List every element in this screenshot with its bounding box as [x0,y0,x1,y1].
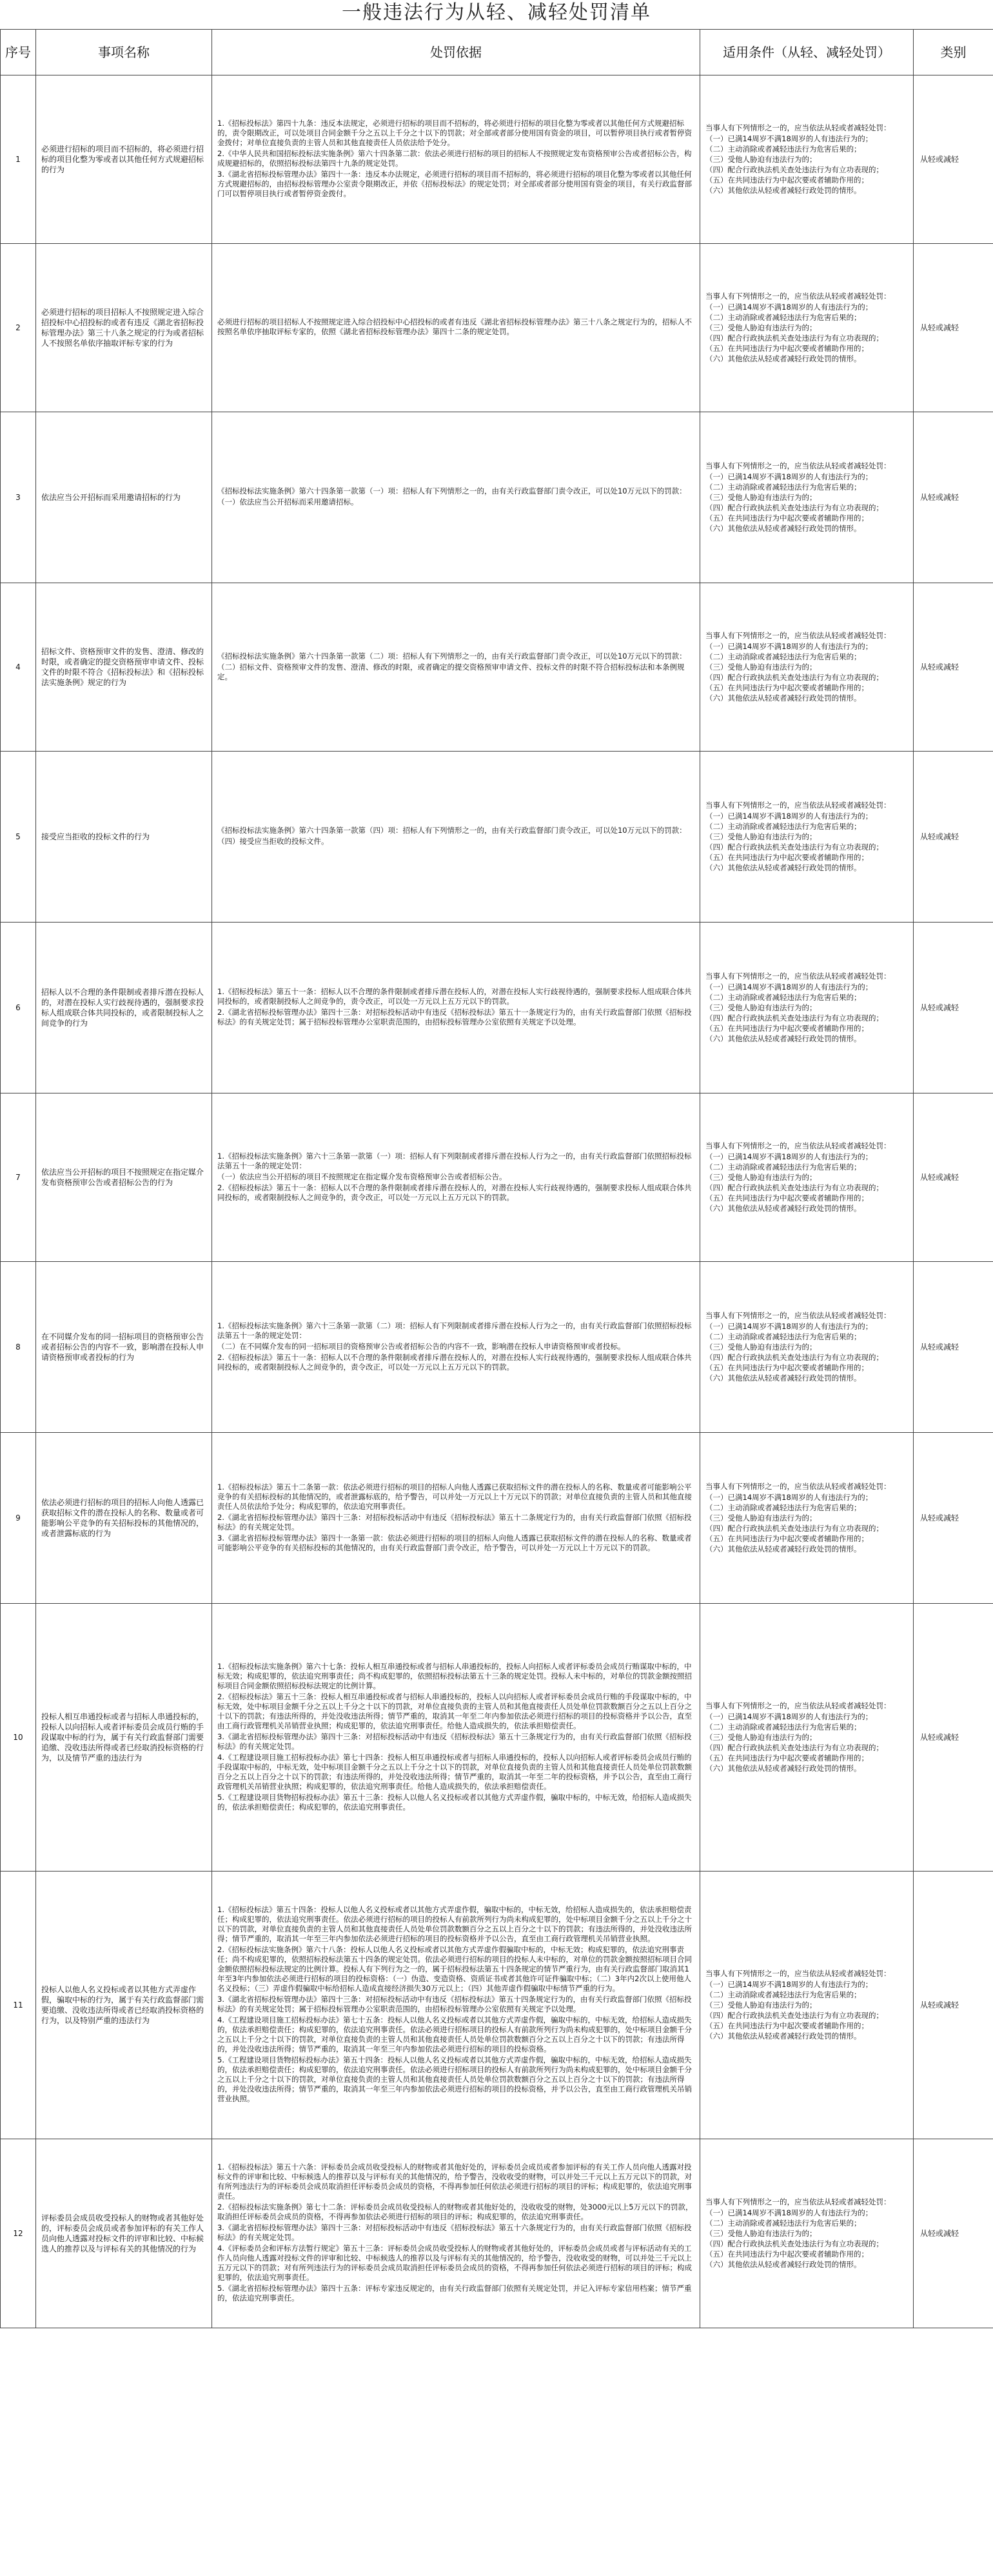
applicable-conditions [700,2139,914,2328]
basis-paragraph: 1.《招标投标法》第五十一条：招标人以不合理的条件限制或者排斥潜在投标人的，对潜在投标人实行歧视待遇的，强制要求投标人组成联合体共同投标的，或者限制投标人之间竞争的，责令改正，可以处一万元以上五万元以下的罚款。 [217,987,692,1006]
condition-item: （三）受他人胁迫有违法行为的； [705,492,817,502]
condition-item: （四）配合行政执法机关查处违法行为有立功表现的； [705,842,883,852]
applicable-conditions [700,412,914,583]
item-name: 投标人以他人名义投标或者以其他方式弄虚作假，骗取中标的行为，属于有关行政监督部门需要追缴、没收违法所得或者已经取消投标资格的行为，以及特别严重的违法行为 [36,1872,212,2139]
condition-item: （三）受他人胁迫有违法行为的； [705,662,817,672]
basis-paragraph: 3.《湖北省招标投标管理办法》第四十三条：对招标投标活动中有违反《招标投标法》第五十三条规定行为的，由有关行政监督部门依照《招标投标法》的有关规定处罚。 [217,1732,692,1751]
basis-paragraph: 必须进行招标的项目招标人不按照规定进入综合招投标中心招投标的或者有违反《湖北省招标投标管理办法》第三十八条之规定行为的，招标人不按照名单依序抽取评标专家的，依照《湖北省招标投标管理办法》第四十二条的规定处罚。 [217,317,692,336]
row-number: 3 [1,412,36,583]
condition-item: （六）其他依法从轻或者减轻行政处罚的情形。 [705,185,861,195]
table-row [1,752,993,923]
condition-item: （一）已满14周岁不满18周岁的人有违法行为的； [705,1492,873,1502]
category: 从轻或减轻 [914,923,993,1093]
category: 从轻或减轻 [914,412,993,583]
condition-item: （六）其他依法从轻或者减轻行政处罚的情形。 [705,863,861,872]
item-name: 依法应当公开招标的项目不按照规定在指定媒介发布资格预审公告或者招标公告的行为 [36,1093,212,1262]
condition-item: （五）在共同违法行为中起次要或者辅助作用的； [705,343,869,353]
basis-paragraph: （一）依法应当公开招标而采用邀请招标。 [217,497,359,506]
condition-item: （一）已满14周岁不满18周岁的人有违法行为的； [705,1321,873,1331]
condition-item: （四）配合行政执法机关查处违法行为有立功表现的； [705,1523,883,1533]
penalty-basis [212,583,700,752]
condition-item: （五）在共同违法行为中起次要或者辅助作用的； [705,175,869,185]
condition-item: （二）主动消除或者减轻违法行为危害后果的； [705,1503,861,1512]
applicable-conditions [700,583,914,752]
item-name: 依法应当公开招标而采用邀请招标的行为 [36,412,212,583]
condition-item: （二）主动消除或者减轻违法行为危害后果的； [705,1162,861,1172]
condition-item: （五）在共同违法行为中起次要或者辅助作用的； [705,683,869,692]
condition-item: （三）受他人胁迫有违法行为的； [705,832,817,841]
condition-item: （一）已满14周岁不满18周岁的人有违法行为的； [705,1712,873,1721]
penalty-basis [212,1262,700,1433]
applicable-conditions [700,1872,914,2139]
basis-paragraph: 2.《招标投标法实施条例》第七十二条：评标委员会成员收受投标人的财物或者其他好处的，没收收受的财物，处3000元以上5万元以下的罚款，取消担任评标委员会成员的资格，不得再参加依法必须进行招标的项目的评标；构成犯罪的，依法追究刑事责任。 [217,2202,693,2221]
condition-item: （四）配合行政执法机关查处违法行为有立功表现的； [705,2239,883,2248]
condition-item: （六）其他依法从轻或者减轻行政处罚的情形。 [705,2259,861,2269]
condition-item: （一）已满14周岁不满18周岁的人有违法行为的； [705,811,873,821]
condition-item: （一）已满14周岁不满18周岁的人有违法行为的； [705,134,873,143]
category: 从轻或减轻 [914,1604,993,1872]
row-number: 11 [1,1872,36,2139]
penalty-basis [212,1872,700,2139]
basis-paragraph: 3.《湖北省招标投标管理办法》第四十一条：违反本办法规定，必须进行招标的项目而不招标的，将必须进行招标的项目化整为零或者以其他任何方式规避招标的，由招标投标管理办公室责令限期改正，并依《招标投标法》的规定处罚；对全部或者部分使用国有资金的项目，有关行政监督部门可以暂停项目执行或者暂停资金拨付。 [217,170,692,198]
basis-paragraph: 《招标投标法实施条例》第六十四条第一款第（四）项：招标人有下列情形之一的，由有关行政监督部门责令改正，可以处10万元以下的罚款： [217,826,687,835]
basis-paragraph: 5.《工程建设项目货物招标投标办法》第五十四条：投标人以他人名义投标或者以其他方式弄虚作假，骗取中标的，中标无效，给招标人造成损失的，依法承担赔偿责任；构成犯罪的，依法追究刑事责任。依法必须进行招标项目的投标人有前款所列行为尚未构成犯罪的，处中标项目金额千分之五以上千分之十以下的罚款，对单位直接负责的主管人员和其他直接责任人员处单位罚款数额百分之五以上百分之十以下的罚款；有违法所得的，并处没收违法所得；情节严重的，取消其一年至三年内参加依法必须进行招标的项目的投标资格，并予以公告，直至由工商行政管理机关吊销营业执照。 [217,2055,692,2103]
item-name: 必须进行招标的项目而不招标的，将必须进行招标的项目化整为零或者以其他任何方式规避招标的行为 [36,75,212,244]
category: 从轻或减轻 [914,244,993,412]
condition-item: （三）受他人胁迫有违法行为的； [705,2228,817,2238]
condition-item: （四）配合行政执法机关查处违法行为有立功表现的； [705,503,883,512]
condition-intro: 当事人有下列情形之一的，应当依法从轻或者减轻处罚： [705,1481,891,1491]
table-row [1,2139,993,2328]
basis-paragraph: 5.《湖北省招标投标管理办法》第四十五条：评标专家违反规定的，由有关行政监督部门依照有关规定处罚，并记入评标专家信用档案；情节严重的，依法追究刑事责任。 [217,2284,692,2302]
condition-item: （四）配合行政执法机关查处违法行为有立功表现的； [705,1183,883,1192]
condition-item: （五）在共同违法行为中起次要或者辅助作用的； [705,852,869,862]
row-number: 2 [1,244,36,412]
category: 从轻或减轻 [914,1872,993,2139]
basis-paragraph: 1.《招标投标法》第四十九条：违反本法规定，必须进行招标的项目而不招标的，将必须进行招标的项目化整为零或者以其他任何方式规避招标的，责令限期改正，可以处项目合同金额千分之五以上千分之十以下的罚款；对全部或者部分使用国有资金的项目，可以暂停项目执行或者暂停资金拨付；对单位直接负责的主管人员和其他直接责任人员依法给予处分。 [217,119,692,147]
item-name: 投标人相互串通投标或者与招标人串通投标的，投标人以向招标人或者评标委员会成员行贿的手段谋取中标的行为，属于有关行政监督部门需要追缴、没收违法所得或者已经取消投标资格的行为，以及情节严重的违法行为 [36,1604,212,1872]
basis-paragraph: （一）依法应当公开招标的项目不按照规定在指定媒介发布资格预审公告或者招标公告。 [217,1172,507,1181]
basis-paragraph: 1.《招标投标法》第五十二条第一款：依法必须进行招标的项目的招标人向他人透露已获取招标文件的潜在投标人的名称、数量或者可能影响公平竞争的有关招标投标的其他情况的，或者泄露标底的，给予警告，可以并处一万元以上十万元以下的罚款；对单位直接负责的主管人员和其他直接责任人员依法给予处分；构成犯罪的，依法追究刑事责任。 [217,1482,692,1511]
applicable-conditions [700,244,914,412]
condition-item: （二）主动消除或者减轻违法行为危害后果的； [705,1722,861,1732]
item-name: 依法必须进行招标的项目的招标人向他人透露已获取招标文件的潜在投标人的名称、数量或者可能影响公平竞争的有关招标投标的其他情况的，或者泄露标底的行为 [36,1433,212,1604]
header-condition: 适用条件（从轻、减轻处罚） [700,30,914,75]
penalty-table [0,29,993,2328]
category: 从轻或减轻 [914,1433,993,1604]
basis-paragraph: （二）在不同媒介发布的同一招标项目的资格预审公告或者招标公告的内容不一致，影响潜在投标人申请资格预审或者投标。 [217,1341,625,1351]
table-row [1,1604,993,1872]
condition-item: （五）在共同违法行为中起次要或者辅助作用的； [705,1023,869,1033]
penalty-basis [212,1604,700,1872]
condition-intro: 当事人有下列情形之一的，应当依法从轻或者减轻处罚： [705,461,891,470]
category: 从轻或减轻 [914,752,993,923]
row-number: 5 [1,752,36,923]
basis-paragraph: （二）招标文件、资格预审文件的发售、澄清、修改的时限，或者确定的提交资格预审申请文件、投标文件的时限不符合招标投标法和本条例规定。 [217,662,685,681]
applicable-conditions [700,1093,914,1262]
basis-paragraph: 2.《招标投标法》第五十三条：投标人相互串通投标或者与招标人串通投标的，投标人以向招标人或者评标委员会成员行贿的手段谋取中标的，中标无效，处中标项目金额千分之五以上千分之十以下的罚款，对单位直接负责的主管人员和其他直接责任人员处单位罚款数额百分之五以上百分之十以下的罚款；有违法所得的，并处没收违法所得；情节严重的，取消其一年至二年内参加依法必须进行招标的项目的投标资格并予以公告，直至由工商行政管理机关吊销营业执照；构成犯罪的，依法追究刑事责任。给他人造成损失的，依法承担赔偿责任。 [217,1692,692,1730]
condition-item: （四）配合行政执法机关查处违法行为有立功表现的； [705,165,883,174]
condition-item: （五）在共同违法行为中起次要或者辅助作用的； [705,513,869,523]
header-category: 类别 [914,30,993,75]
item-name: 评标委员会成员收受投标人的财物或者其他好处的，评标委员会成员或者参加评标的有关工作人员向他人透露对投标文件的评审和比较、中标候选人的推荐以及与评标有关的其他情况的行为 [36,2139,212,2328]
condition-item: （五）在共同违法行为中起次要或者辅助作用的； [705,2249,869,2259]
basis-paragraph: 《招标投标法实施条例》第六十四条第一款第（一）项：招标人有下列情形之一的，由有关行政监督部门责令改正，可以处10万元以下的罚款： [217,486,687,495]
condition-item: （二）主动消除或者减轻违法行为危害后果的； [705,1332,861,1341]
condition-intro: 当事人有下列情形之一的，应当依法从轻或者减轻处罚： [705,1141,891,1150]
basis-paragraph: 2.《招标投标法实施条例》第六十八条：投标人以他人名义投标或者以其他方式弄虚作假骗取中标的，中标无效；构成犯罪的，依法追究刑事责任；尚不构成犯罪的，依照招标投标法第五十四条的规定处罚。依法必须进行招标的项目的投标人未中标的，对单位的罚款金额按照招标项目合同金额依照招标投标法规定的比例计算。投标人有下列行为之一的，属于招标投标法第五十四条规定的情节严重行为，由有关行政监督部门取消其1年至3年内参加依法必须进行招标的项目的投标资格：（一）伪造、变造资格、资质证书或者其他许可证件骗取中标；（二）3年内2次以上使用他人名义投标；（三）弄虚作假骗取中标给招标人造成直接经济损失30万元以上；（四）其他弄虚作假骗取中标情节严重的行为。 [217,1945,692,1993]
basis-paragraph: 4.《工程建设项目施工招标投标办法》第七十五条：投标人以他人名义投标或者以其他方式弄虚作假，骗取中标的，中标无效，给招标人造成损失的，依法承担赔偿责任；构成犯罪的，依法追究刑事责任。依法必须进行招标项目的投标人有前款所列行为尚未构成犯罪的，处中标项目金额千分之五以上千分之十以下的罚款，对单位直接负责的主管人员和其他直接责任人员处单位罚款数额百分之五以上百分之十以下的罚款；有违法所得的，并处没收违法所得；情节严重的，取消其一年至三年内参加依法必须进行招标的项目的投标资格。 [217,2015,692,2053]
condition-intro: 当事人有下列情形之一的，应当依法从轻或者减轻处罚： [705,800,891,810]
condition-intro: 当事人有下列情形之一的，应当依法从轻或者减轻处罚： [705,630,891,640]
table-row [1,244,993,412]
condition-intro: 当事人有下列情形之一的，应当依法从轻或者减轻处罚： [705,2197,891,2206]
condition-item: （四）配合行政执法机关查处违法行为有立功表现的； [705,672,883,682]
category: 从轻或减轻 [914,583,993,752]
condition-item: （一）已满14周岁不满18周岁的人有违法行为的； [705,982,873,992]
condition-item: （一）已满14周岁不满18周岁的人有违法行为的； [705,302,873,312]
condition-item: （一）已满14周岁不满18周岁的人有违法行为的； [705,2208,873,2217]
penalty-basis [212,244,700,412]
table-header-row [1,30,993,75]
item-name: 必须进行招标的项目招标人不按照规定进入综合招投标中心招投标的或者有违反《湖北省招标投标管理办法》第三十八条之规定的行为或者招标人不按照名单依序抽取评标专家的行为 [36,244,212,412]
header-basis: 处罚依据 [212,30,700,75]
condition-item: （五）在共同违法行为中起次要或者辅助作用的； [705,1363,869,1372]
penalty-basis [212,923,700,1093]
row-number: 7 [1,1093,36,1262]
item-name: 招标人以不合理的条件限制或者排斥潜在投标人的，对潜在投标人实行歧视待遇的，强制要求投标人组成联合体共同投标的，或者限制投标人之间竞争的行为 [36,923,212,1093]
condition-item: （三）受他人胁迫有违法行为的； [705,323,817,332]
basis-paragraph: 1.《招标投标法实施条例》第六十三条第一款第（一）项：招标人有下列限制或者排斥潜在投标人行为之一的，由有关行政监督部门依照招标投标法第五十一条的规定处罚： [217,1151,692,1170]
condition-item: （五）在共同违法行为中起次要或者辅助作用的； [705,1753,869,1762]
category: 从轻或减轻 [914,1262,993,1433]
basis-paragraph: 1.《招标投标法实施条例》第六十三条第一款第（二）项：招标人有下列限制或者排斥潜在投标人行为之一的，由有关行政监督部门依照招标投标法第五十一条的规定处罚： [217,1321,692,1340]
condition-item: （四）配合行政执法机关查处违法行为有立功表现的； [705,2010,883,2020]
basis-paragraph: 2.《湖北省招标投标管理办法》第四十三条：对招标投标活动中有违反《招标投标法》第五十一条规定行为的，由有关行政监督部门依照《招标投标法》的有关规定处罚；属于招标投标管理办公室职责范围的，由招标投标管理办公室依照有关规定予以处理。 [217,1008,692,1026]
condition-item: （二）主动消除或者减轻违法行为危害后果的； [705,992,861,1002]
condition-item: （二）主动消除或者减轻违法行为危害后果的； [705,2218,861,2228]
item-name: 接受应当拒收的投标文件的行为 [36,752,212,923]
table-row [1,412,993,583]
basis-paragraph: 2.《湖北省招标投标管理办法》第四十三条：对招标投标活动中有违反《招标投标法》第五十二条规定行为的，由有关行政监督部门依照《招标投标法》的有关规定处罚。 [217,1512,692,1532]
condition-item: （三）受他人胁迫有违法行为的； [705,2000,817,2010]
condition-intro: 当事人有下列情形之一的，应当依法从轻或者减轻处罚： [705,291,891,301]
condition-item: （四）配合行政执法机关查处违法行为有立功表现的； [705,1352,883,1362]
row-number: 4 [1,583,36,752]
condition-item: （六）其他依法从轻或者减轻行政处罚的情形。 [705,693,861,703]
condition-item: （五）在共同违法行为中起次要或者辅助作用的； [705,1533,869,1543]
condition-item: （三）受他人胁迫有违法行为的； [705,1172,817,1182]
document-title: 一般违法行为从轻、减轻处罚清单 [342,1,651,24]
condition-intro: 当事人有下列情形之一的，应当依法从轻或者减轻处罚： [705,123,891,132]
basis-paragraph: 1.《招标投标法实施条例》第六十七条：投标人相互串通投标或者与招标人串通投标的，投标人向招标人或者评标委员会成员行贿谋取中标的，中标无效；构成犯罪的，依法追究刑事责任；尚不构成犯罪的，依照招标投标法第五十三条的规定处罚。投标人未中标的，对单位的罚款金额按照招标项目合同金额依照招标投标法规定的比例计算。 [217,1661,692,1690]
table-row [1,1872,993,2139]
table-row [1,75,993,244]
condition-item: （一）已满14周岁不满18周岁的人有违法行为的； [705,472,873,481]
condition-item: （五）在共同违法行为中起次要或者辅助作用的； [705,2021,869,2030]
condition-item: （六）其他依法从轻或者减轻行政处罚的情形。 [705,1544,861,1553]
basis-paragraph: 3.《湖北省招标投标管理办法》第四十三条：对招标投标活动中有违反《招标投标法》第五十六条规定行为的，由有关行政监督部门依照《招标投标法》的有关规定处罚。 [217,2223,692,2242]
table-row [1,923,993,1093]
condition-item: （四）配合行政执法机关查处违法行为有立功表现的； [705,333,883,343]
basis-paragraph: 《招标投标法实施条例》第六十四条第一款第（二）项：招标人有下列情形之一的，由有关行政监督部门责令改正，可以处10万元以下的罚款： [217,651,687,661]
condition-item: （四）配合行政执法机关查处违法行为有立功表现的； [705,1013,883,1023]
basis-paragraph: 2.《招标投标法》第五十一条：招标人以不合理的条件限制或者排斥潜在投标人的，对潜在投标人实行歧视待遇的，强制要求投标人组成联合体共同投标的，或者限制投标人之间竞争的，责令改正，可以处一万元以上五万元以下的罚款。 [217,1352,692,1372]
condition-item: （六）其他依法从轻或者减轻行政处罚的情形。 [705,523,861,533]
basis-paragraph: 2.《招标投标法》第五十一条：招标人以不合理的条件限制或者排斥潜在投标人的，对潜在投标人实行歧视待遇的，强制要求投标人组成联合体共同投标的，或者限制投标人之间竞争的，责令改正，可以处一万元以上五万元以下的罚款。 [217,1183,692,1202]
table-row [1,583,993,752]
row-number: 8 [1,1262,36,1433]
condition-item: （二）主动消除或者减轻违法行为危害后果的； [705,1990,861,1999]
category: 从轻或减轻 [914,75,993,244]
header-item: 事项名称 [36,30,212,75]
basis-paragraph: 1.《招标投标法》第五十六条：评标委员会成员收受投标人的财物或者其他好处的，评标委员会成员或者参加评标的有关工作人员向他人透露对投标文件的评审和比较、中标候选人的推荐以及与评标有关的其他情况的，给予警告，没收收受的财物，可以并处三千元以上五万元以下的罚款，对有所列违法行为的评标委员会成员取消担任评标委员会成员的资格，不得再参加任何依法必须进行招标的项目的评标；构成犯罪的，依法追究刑事责任。 [217,2162,692,2201]
basis-paragraph: 2.《中华人民共和国招标投标法实施条例》第六十四条第二款：依法必须进行招标的项目的招标人不按照规定发布资格预审公告或者招标公告，构成规避招标的，依照招标投标法第四十九条的规定处罚。 [217,149,692,168]
penalty-basis [212,75,700,244]
penalty-basis [212,1433,700,1604]
applicable-conditions [700,923,914,1093]
penalty-basis [212,1093,700,1262]
condition-item: （三）受他人胁迫有违法行为的； [705,1732,817,1742]
penalty-basis [212,412,700,583]
table-row [1,1093,993,1262]
row-number: 1 [1,75,36,244]
condition-item: （一）已满14周岁不满18周岁的人有违法行为的； [705,1152,873,1161]
condition-item: （三）受他人胁迫有违法行为的； [705,1513,817,1523]
row-number: 10 [1,1604,36,1872]
basis-paragraph: （四）接受应当拒收的投标文件。 [217,837,329,846]
condition-item: （二）主动消除或者减轻违法行为危害后果的； [705,652,861,661]
category: 从轻或减轻 [914,2139,993,2328]
basis-paragraph: 3.《湖北省招标投标管理办法》第四十一条第一款：依法必须进行招标的项目的招标人向他人透露已获取招标文件的潜在投标人的名称、数量或者可能影响公平竞争的有关招标投标的其他情况的，由有关行政监督部门责令改正，给予警告，可以并处一万元以上十万元以下的罚款。 [217,1533,692,1552]
condition-intro: 当事人有下列情形之一的，应当依法从轻或者减轻处罚： [705,1310,891,1320]
condition-item: （二）主动消除或者减轻违法行为危害后果的； [705,821,861,831]
condition-item: （二）主动消除或者减轻违法行为危害后果的； [705,482,861,492]
condition-intro: 当事人有下列情形之一的，应当依法从轻或者减轻处罚： [705,1701,891,1710]
basis-paragraph: 3.《湖北省招标投标管理办法》第四十三条：对招标投标活动中有违反《招标投标法》第五十四条规定行为的，由有关行政监督部门依照《招标投标法》的有关规定处罚；属于招标投标管理办公室职责范围的，由招标投标管理办公室依照有关规定予以处理。 [217,1995,692,2013]
row-number: 6 [1,923,36,1093]
condition-item: （三）受他人胁迫有违法行为的； [705,1342,817,1352]
table-row [1,1433,993,1604]
applicable-conditions [700,752,914,923]
basis-paragraph: 4.《评标委员会和评标方法暂行规定》第五十三条：评标委员会成员收受投标人的财物或者其他好处的，评标委员会成员或者与评标活动有关的工作人员向他人透露对投标文件的评审和比较、中标候选人的推荐以及与评标有关的其他情况的，给予警告，没收收受的财物，可以并处三千元以上五万元以下的罚款；对有所列违法行为的评标委员会成员取消担任评标委员会成员的资格，不得再参加任何依法必须进行招标的项目的评标；构成犯罪的，依法追究刑事责任。 [217,2244,692,2282]
applicable-conditions [700,1433,914,1604]
item-name: 招标文件、资格预审文件的发售、澄清、修改的时限，或者确定的提交资格预审申请文件、投标文件的时限不符合《招标投标法》和《招标投标法实施条例》规定的行为 [36,583,212,752]
condition-item: （六）其他依法从轻或者减轻行政处罚的情形。 [705,354,861,363]
condition-item: （六）其他依法从轻或者减轻行政处罚的情形。 [705,1763,861,1773]
condition-item: （三）受他人胁迫有违法行为的； [705,154,817,164]
basis-paragraph: 1.《招标投标法》第五十四条：投标人以他人名义投标或者以其他方式弄虚作假，骗取中标的，中标无效，给招标人造成损失的，依法承担赔偿责任；构成犯罪的，依法追究刑事责任。依法必须进行招标的项目的投标人有前款所列行为尚未构成犯罪的，处中标项目金额千分之五以上千分之十以下的罚款，对单位直接负责的主管人员和其他直接责任人员处单位罚款数额百分之五以上百分之十以下的罚款；有违法所得的，并处没收违法所得；情节严重的，取消其一年至三年内参加依法必须进行招标的项目的投标资格并予以公告，直至由工商行政管理机关吊销营业执照。 [217,1905,692,1943]
basis-paragraph: 4.《工程建设项目施工招标投标办法》第七十四条：投标人相互串通投标或者与招标人串通投标的，投标人以向招标人或者评标委员会成员行贿的手段谋取中标的，中标无效，处中标项目金额千分之五以上千分之十以下的罚款，对单位直接负责的主管人员和其他直接责任人员处单位罚款数额百分之五以上百分之十以下的罚款；有违法所得的，并处没收违法所得；情节严重的，取消其一年至二年的投标资格，并予以公告，直至由工商行政管理机关吊销营业执照；构成犯罪的，依法追究刑事责任。给他人造成损失的，依法承担赔偿责任。 [217,1752,692,1791]
condition-item: （六）其他依法从轻或者减轻行政处罚的情形。 [705,1033,861,1043]
item-name: 在不同媒介发布的同一招标项目的资格预审公告或者招标公告的内容不一致，影响潜在投标人申请资格预审或者投标的行为 [36,1262,212,1433]
penalty-basis [212,752,700,923]
header-no: 序号 [1,30,36,75]
condition-item: （六）其他依法从轻或者减轻行政处罚的情形。 [705,1203,861,1213]
condition-item: （六）其他依法从轻或者减轻行政处罚的情形。 [705,1373,861,1383]
condition-item: （二）主动消除或者减轻违法行为危害后果的； [705,312,861,322]
condition-item: （二）主动消除或者减轻违法行为危害后果的； [705,144,861,154]
condition-item: （五）在共同违法行为中起次要或者辅助作用的； [705,1193,869,1203]
category: 从轻或减轻 [914,1093,993,1262]
condition-item: （六）其他依法从轻或者减轻行政处罚的情形。 [705,2031,861,2041]
condition-intro: 当事人有下列情形之一的，应当依法从轻或者减轻处罚： [705,971,891,981]
applicable-conditions [700,1262,914,1433]
penalty-basis [212,2139,700,2328]
basis-paragraph: 5.《工程建设项目货物招标投标办法》第五十三条：投标人以他人名义投标或者以其他方式弄虚作假，骗取中标的，中标无效，给招标人造成损失的，依法承担赔偿责任；构成犯罪的，依法追究刑事责任。 [217,1792,692,1812]
applicable-conditions [700,75,914,244]
condition-item: （一）已满14周岁不满18周岁的人有违法行为的； [705,641,873,651]
condition-item: （三）受他人胁迫有违法行为的； [705,1003,817,1012]
condition-item: （四）配合行政执法机关查处违法行为有立功表现的； [705,1742,883,1752]
row-number: 12 [1,2139,36,2328]
condition-intro: 当事人有下列情形之一的，应当依法从轻或者减轻处罚： [705,1968,891,1978]
condition-item: （一）已满14周岁不满18周岁的人有违法行为的； [705,1979,873,1989]
table-row [1,1262,993,1433]
row-number: 9 [1,1433,36,1604]
applicable-conditions [700,1604,914,1872]
